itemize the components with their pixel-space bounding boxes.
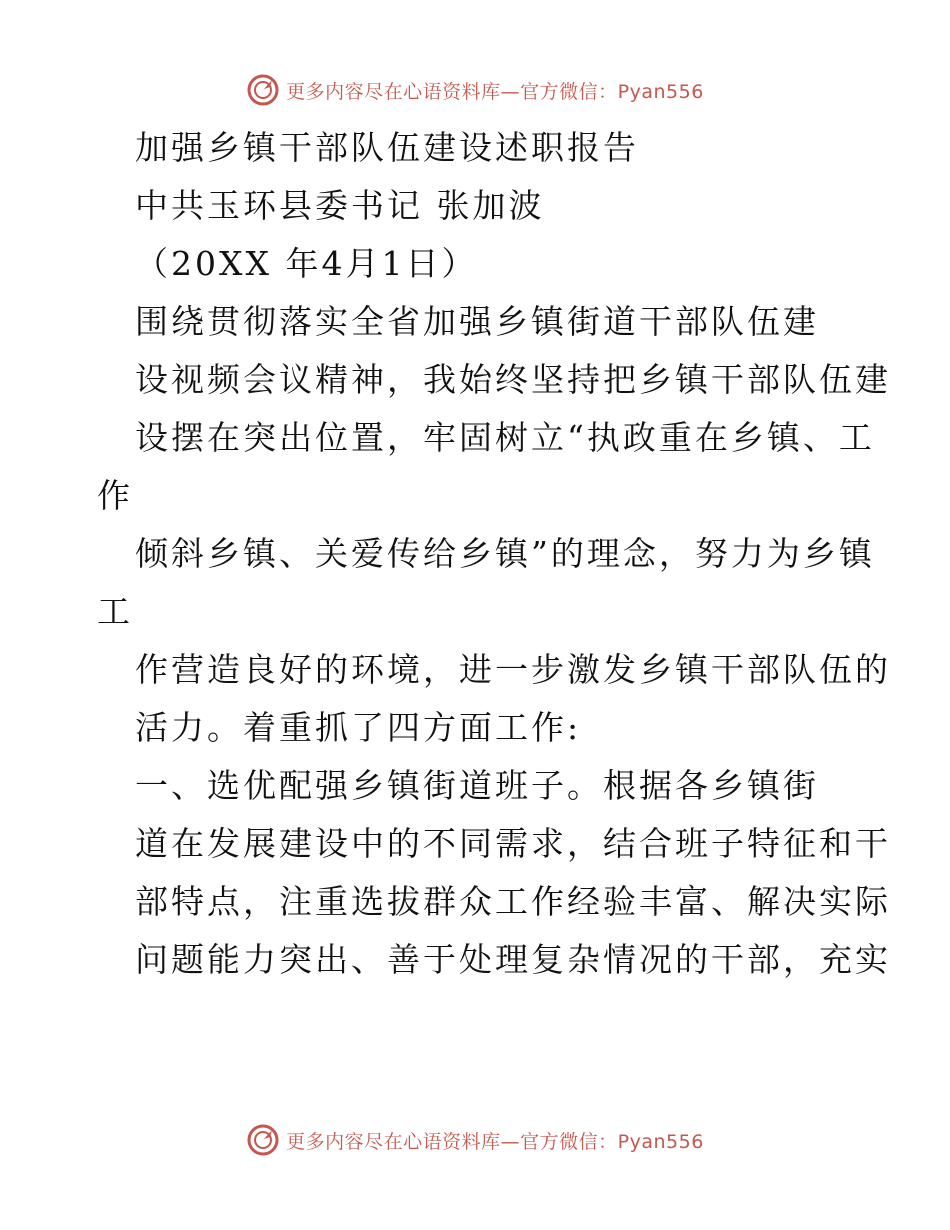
watermark-text: 更多内容尽在心语资料库—官方微信：Pyan556 xyxy=(286,80,704,103)
quill-logo-icon xyxy=(246,1123,280,1157)
paragraph-line: 设摆在突出位置，牢固树立“执政重在乡镇、工 xyxy=(135,418,875,457)
section-heading-line: 一、选优配强乡镇街道班子。根据各乡镇街 xyxy=(135,766,819,805)
paragraph-line: 部特点，注重选拔群众工作经验丰富、解决实际 xyxy=(135,882,891,921)
paragraph-line: 活力。着重抓了四方面工作: xyxy=(135,708,582,747)
date-line: （20XX 年4月1日） xyxy=(135,244,478,283)
paragraph-line: 围绕贯彻落实全省加强乡镇街道干部队伍建 xyxy=(135,302,819,341)
paragraph-line: 倾斜乡镇、关爱传给乡镇”的理念，努力为乡镇 xyxy=(135,534,875,573)
author-line: 中共玉环县委书记 张加波 xyxy=(135,186,545,225)
quill-logo-icon xyxy=(246,73,280,107)
document-title: 加强乡镇干部队伍建设述职报告 xyxy=(135,128,639,167)
paragraph-line-wrap: 工 xyxy=(97,592,133,631)
watermark-text: 更多内容尽在心语资料库—官方微信：Pyan556 xyxy=(286,1130,704,1153)
paragraph-line: 问题能力突出、善于处理复杂情况的干部，充实 xyxy=(135,940,891,979)
footer-watermark xyxy=(0,1120,950,1160)
paragraph-line: 设视频会议精神，我始终坚持把乡镇干部队伍建 xyxy=(135,360,891,399)
header-watermark xyxy=(0,70,950,110)
paragraph-line: 作营造良好的环境，进一步激发乡镇干部队伍的 xyxy=(135,650,891,689)
paragraph-line-wrap: 作 xyxy=(97,476,133,515)
paragraph-line: 道在发展建设中的不同需求，结合班子特征和干 xyxy=(135,824,891,863)
